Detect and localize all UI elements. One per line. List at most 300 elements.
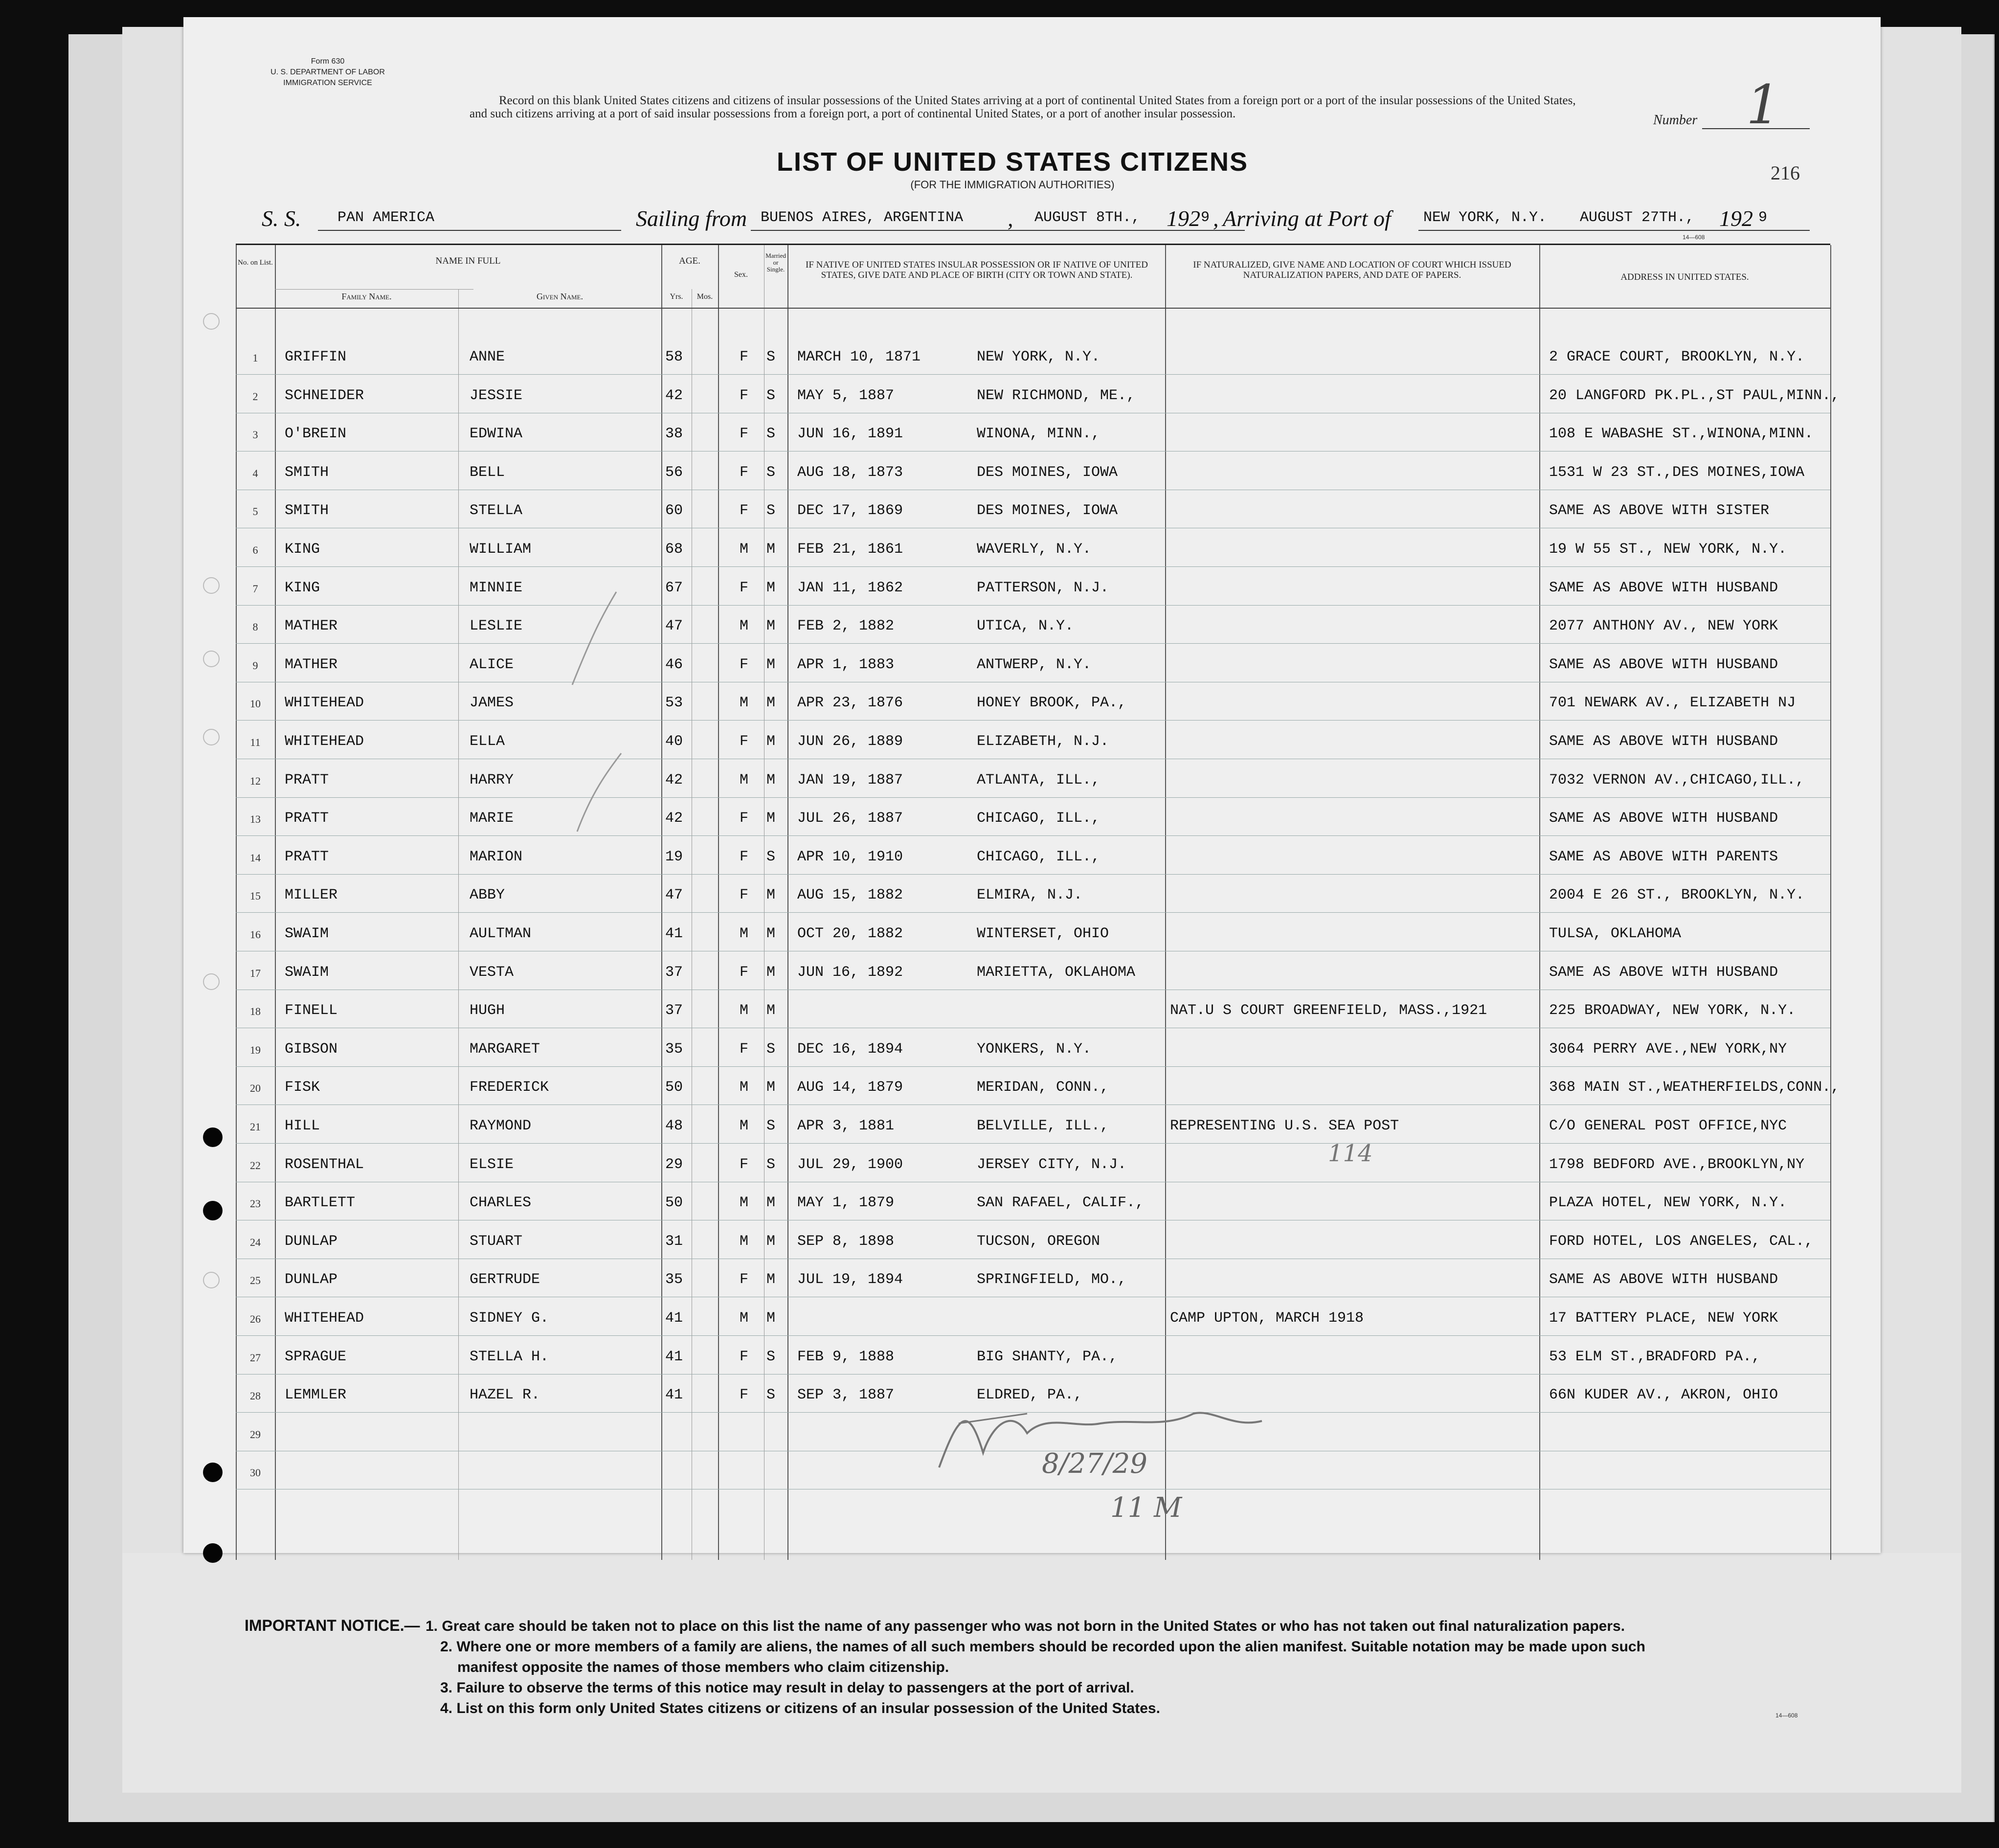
cell-no: 8 bbox=[252, 621, 258, 633]
cell-date: JUL 19, 1894 bbox=[797, 1271, 903, 1288]
cell-place: BELVILLE, ILL., bbox=[977, 1118, 1109, 1134]
cell-address: SAME AS ABOVE WITH HUSBAND bbox=[1549, 964, 1778, 981]
cell-no: 12 bbox=[250, 774, 261, 787]
cell-place: ELIZABETH, N.J. bbox=[977, 733, 1109, 750]
cell-ms: S bbox=[766, 1348, 776, 1365]
cell-age: 29 bbox=[665, 1156, 683, 1173]
page-subtitle: (FOR THE IMMIGRATION AUTHORITIES) bbox=[910, 179, 1115, 191]
cell-given: HARRY bbox=[470, 771, 514, 789]
cell-sex: F bbox=[740, 1040, 749, 1058]
cell-age: 41 bbox=[665, 925, 683, 942]
cell-place: YONKERS, N.Y. bbox=[977, 1040, 1092, 1058]
cell-no: 27 bbox=[250, 1351, 261, 1364]
cell-given: HUGH bbox=[470, 1002, 505, 1019]
year-digit-2: 9 bbox=[1758, 209, 1768, 226]
notice-item-1: 1. Great care should be taken not to place on this list the name of any passenger who was not born in the United States or who has not taken out final naturalization papers. bbox=[426, 1618, 1625, 1634]
cell-date: JAN 19, 1887 bbox=[797, 771, 903, 789]
cell-address: 66N KUDER AV., AKRON, OHIO bbox=[1549, 1387, 1778, 1404]
cell-family: MILLER bbox=[285, 887, 338, 904]
punch-hole-outline bbox=[203, 1272, 220, 1288]
arrive-date: AUGUST 27TH., bbox=[1580, 209, 1695, 226]
cell-given: MINNIE bbox=[470, 579, 523, 596]
row-rule bbox=[236, 1143, 1830, 1144]
cell-age: 53 bbox=[665, 695, 683, 712]
cell-date: MARCH 10, 1871 bbox=[797, 349, 921, 365]
notice-item-2-cont: manifest opposite the names of those members who claim citizenship. bbox=[457, 1659, 949, 1675]
cell-family: WHITEHEAD bbox=[285, 1310, 364, 1327]
header-sex: Sex. bbox=[734, 270, 748, 279]
cell-age: 46 bbox=[665, 656, 683, 673]
cell-family: ROSENTHAL bbox=[285, 1156, 364, 1173]
year-prefix-2: 192 bbox=[1719, 206, 1753, 231]
sailing-label: Sailing from bbox=[636, 206, 747, 231]
arriving-label: Arriving at Port of bbox=[1223, 206, 1391, 231]
cell-given: ELSIE bbox=[470, 1156, 514, 1173]
cell-given: STUART bbox=[470, 1233, 523, 1250]
cell-no: 3 bbox=[252, 428, 258, 441]
cell-given: ALICE bbox=[470, 656, 514, 673]
cell-age: 50 bbox=[665, 1194, 683, 1212]
cell-age: 38 bbox=[665, 426, 683, 443]
cell-place: PATTERSON, N.J. bbox=[977, 579, 1109, 596]
cell-address: 701 NEWARK AV., ELIZABETH NJ bbox=[1549, 695, 1796, 712]
cell-family: WHITEHEAD bbox=[285, 733, 364, 750]
punch-hole bbox=[203, 1543, 223, 1563]
cell-age: 37 bbox=[665, 964, 683, 981]
cell-given: STELLA H. bbox=[470, 1348, 549, 1365]
cell-family: O'BREIN bbox=[285, 426, 347, 443]
cell-no: 28 bbox=[250, 1390, 261, 1402]
cell-age: 50 bbox=[665, 1079, 683, 1096]
notice-heading: IMPORTANT NOTICE.— bbox=[245, 1617, 420, 1634]
cell-no: 11 bbox=[250, 736, 261, 748]
cell-date: SEP 8, 1898 bbox=[797, 1233, 895, 1250]
cell-nat: REPRESENTING U.S. SEA POST bbox=[1170, 1118, 1399, 1134]
cell-address: 108 E WABASHE ST.,WINONA,MINN. bbox=[1549, 426, 1814, 443]
cell-no: 6 bbox=[252, 544, 258, 556]
cell-sex: F bbox=[740, 387, 749, 404]
cell-family: MATHER bbox=[285, 618, 338, 635]
cell-address: C/O GENERAL POST OFFICE,NYC bbox=[1549, 1118, 1787, 1134]
cell-sex: M bbox=[740, 771, 749, 789]
cell-no: 9 bbox=[252, 659, 258, 672]
cell-ms: M bbox=[766, 771, 776, 789]
service: IMMIGRATION SERVICE bbox=[283, 79, 372, 87]
cell-family: GRIFFIN bbox=[285, 349, 347, 365]
cell-given: ABBY bbox=[470, 887, 505, 904]
cell-sex: F bbox=[740, 426, 749, 443]
cell-family: SWAIM bbox=[285, 925, 329, 942]
cell-age: 48 bbox=[665, 1118, 683, 1134]
cell-place: ELMIRA, N.J. bbox=[977, 887, 1083, 904]
cell-no: 21 bbox=[250, 1121, 261, 1133]
cell-place: MERIDAN, CONN., bbox=[977, 1079, 1109, 1096]
row-rule bbox=[236, 720, 1830, 721]
cell-address: 2004 E 26 ST., BROOKLYN, N.Y. bbox=[1549, 887, 1805, 904]
cell-no: 15 bbox=[250, 890, 261, 902]
cell-family: PRATT bbox=[285, 771, 329, 789]
cell-sex: F bbox=[740, 1387, 749, 1404]
ss-label: S. S. bbox=[262, 206, 301, 231]
signature-time: 11 M bbox=[1110, 1492, 1182, 1524]
cell-given: AULTMAN bbox=[470, 925, 532, 942]
cell-given: ELLA bbox=[470, 733, 505, 750]
row22-annotation: 114 bbox=[1328, 1140, 1373, 1167]
cell-place: MARIETTA, OKLAHOMA bbox=[977, 964, 1136, 981]
cell-date: FEB 2, 1882 bbox=[797, 618, 895, 635]
cell-no: 5 bbox=[252, 505, 258, 518]
cell-place: ELDRED, PA., bbox=[977, 1387, 1083, 1404]
cell-age: 19 bbox=[665, 848, 683, 865]
cell-sex: M bbox=[740, 618, 749, 635]
ship-name: PAN AMERICA bbox=[337, 209, 435, 226]
cell-age: 42 bbox=[665, 771, 683, 789]
punch-hole-outline bbox=[203, 973, 220, 990]
punch-hole-outline bbox=[203, 577, 220, 594]
header-married-single: Married or Single. bbox=[765, 252, 786, 273]
cell-age: 42 bbox=[665, 387, 683, 404]
cell-age: 41 bbox=[665, 1387, 683, 1404]
cell-age: 31 bbox=[665, 1233, 683, 1250]
cell-no: 7 bbox=[252, 582, 258, 595]
row-rule bbox=[236, 566, 1830, 567]
cell-ms: S bbox=[766, 464, 776, 481]
cell-ms: M bbox=[766, 695, 776, 712]
cell-place: SAN RAFAEL, CALIF., bbox=[977, 1194, 1145, 1212]
cell-given: JESSIE bbox=[470, 387, 523, 404]
cell-place: WINONA, MINN., bbox=[977, 426, 1101, 443]
row-rule bbox=[236, 874, 1830, 875]
cell-family: HILL bbox=[285, 1118, 320, 1134]
comma: , bbox=[1213, 206, 1219, 231]
header-mos: Mos. bbox=[696, 293, 713, 301]
cell-family: DUNLAP bbox=[285, 1271, 338, 1288]
cell-age: 67 bbox=[665, 579, 683, 596]
cell-no: 10 bbox=[250, 698, 261, 710]
cell-address: SAME AS ABOVE WITH HUSBAND bbox=[1549, 1271, 1778, 1288]
cell-no: 4 bbox=[252, 467, 258, 479]
cell-place: NEW YORK, N.Y. bbox=[977, 349, 1101, 365]
cell-address: 1798 BEDFORD AVE.,BROOKLYN,NY bbox=[1549, 1156, 1805, 1173]
cell-sex: F bbox=[740, 887, 749, 904]
arrival-port: NEW YORK, N.Y. bbox=[1423, 209, 1547, 226]
cell-no: 2 bbox=[252, 390, 258, 403]
cell-place: TUCSON, OREGON bbox=[977, 1233, 1101, 1250]
cell-address: 20 LANGFORD PK.PL.,ST PAUL,MINN., bbox=[1549, 387, 1840, 404]
cell-ms: M bbox=[766, 579, 776, 596]
sailing-from: BUENOS AIRES, ARGENTINA bbox=[761, 209, 964, 226]
cell-no: 16 bbox=[250, 928, 261, 941]
cell-ms: S bbox=[766, 387, 776, 404]
cell-age: 47 bbox=[665, 618, 683, 635]
header-address: ADDRESS IN UNITED STATES. bbox=[1620, 272, 1749, 282]
cell-place: WINTERSET, OHIO bbox=[977, 925, 1109, 942]
cell-date: AUG 18, 1873 bbox=[797, 464, 903, 481]
page-stamp: 216 bbox=[1771, 162, 1800, 184]
row-rule bbox=[236, 912, 1830, 913]
cell-date: JUN 16, 1891 bbox=[797, 426, 903, 443]
row-rule bbox=[236, 605, 1830, 606]
cell-given: MARGARET bbox=[470, 1040, 540, 1058]
cell-nat: CAMP UPTON, MARCH 1918 bbox=[1170, 1310, 1364, 1327]
cell-date: APR 3, 1881 bbox=[797, 1118, 895, 1134]
cell-given: LESLIE bbox=[470, 618, 523, 635]
cell-place: UTICA, N.Y. bbox=[977, 618, 1074, 635]
cell-ms: S bbox=[766, 848, 776, 865]
cell-place: SPRINGFIELD, MO., bbox=[977, 1271, 1127, 1288]
cell-given: GERTRUDE bbox=[470, 1271, 540, 1288]
row-rule bbox=[236, 643, 1830, 644]
cell-given: EDWINA bbox=[470, 426, 523, 443]
header-no-on-list: No. on List. bbox=[238, 259, 273, 267]
cell-sex: F bbox=[740, 810, 749, 827]
cell-given: RAYMOND bbox=[470, 1118, 532, 1134]
cell-no: 18 bbox=[250, 1005, 261, 1018]
cell-ms: M bbox=[766, 1079, 776, 1096]
cell-family: GIBSON bbox=[285, 1040, 338, 1058]
year-digit-1: 9 bbox=[1201, 209, 1210, 226]
cell-date: DEC 16, 1894 bbox=[797, 1040, 903, 1058]
cell-date: JAN 11, 1862 bbox=[797, 579, 903, 596]
cell-ms: M bbox=[766, 618, 776, 635]
cell-ms: M bbox=[766, 925, 776, 942]
cell-family: WHITEHEAD bbox=[285, 695, 364, 712]
cell-ms: S bbox=[766, 426, 776, 443]
cell-age: 56 bbox=[665, 464, 683, 481]
cell-age: 68 bbox=[665, 541, 683, 558]
cell-address: 7032 VERNON AV.,CHICAGO,ILL., bbox=[1549, 771, 1805, 789]
cell-no: 17 bbox=[250, 967, 261, 979]
cell-address: 53 ELM ST.,BRADFORD PA., bbox=[1549, 1348, 1761, 1365]
cell-date: JUN 16, 1892 bbox=[797, 964, 903, 981]
cell-sex: F bbox=[740, 579, 749, 596]
cell-sex: F bbox=[740, 1348, 749, 1365]
row-rule bbox=[236, 1335, 1830, 1336]
cell-given: MARION bbox=[470, 848, 523, 865]
cell-place: NEW RICHMOND, ME., bbox=[977, 387, 1136, 404]
cell-family: FISK bbox=[285, 1079, 320, 1096]
cell-address: FORD HOTEL, LOS ANGELES, CAL., bbox=[1549, 1233, 1814, 1250]
cell-age: 42 bbox=[665, 810, 683, 827]
row-rule bbox=[236, 835, 1830, 836]
cell-family: SMITH bbox=[285, 502, 329, 519]
cell-age: 41 bbox=[665, 1348, 683, 1365]
cell-no: 30 bbox=[250, 1466, 261, 1479]
cell-address: PLAZA HOTEL, NEW YORK, N.Y. bbox=[1549, 1194, 1787, 1212]
cell-place: DES MOINES, IOWA bbox=[977, 464, 1118, 481]
punch-hole-outline bbox=[203, 729, 220, 745]
notice-item-2: 2. Where one or more members of a family are aliens, the names of all such members should be recorded upon the alien manifest. Suitable notation may be made upon such bbox=[440, 1639, 1645, 1655]
cell-date: SEP 3, 1887 bbox=[797, 1387, 895, 1404]
cell-given: HAZEL R. bbox=[470, 1387, 540, 1404]
cell-date: MAY 1, 1879 bbox=[797, 1194, 895, 1212]
cell-given: JAMES bbox=[470, 695, 514, 712]
cell-given: SIDNEY G. bbox=[470, 1310, 549, 1327]
cell-given: FREDERICK bbox=[470, 1079, 549, 1096]
cell-sex: M bbox=[740, 695, 749, 712]
punch-hole-outline bbox=[203, 651, 220, 667]
cell-sex: M bbox=[740, 541, 749, 558]
cell-place: DES MOINES, IOWA bbox=[977, 502, 1118, 519]
cell-date: OCT 20, 1882 bbox=[797, 925, 903, 942]
cell-sex: M bbox=[740, 1002, 749, 1019]
cell-given: MARIE bbox=[470, 810, 514, 827]
header-age: AGE. bbox=[679, 256, 700, 266]
cell-family: PRATT bbox=[285, 810, 329, 827]
cell-family: KING bbox=[285, 541, 320, 558]
number-label: Number bbox=[1653, 113, 1698, 128]
form-identifier bbox=[245, 56, 411, 89]
cell-address: 2077 ANTHONY AV., NEW YORK bbox=[1549, 618, 1778, 635]
cell-ms: M bbox=[766, 1194, 776, 1212]
cell-no: 24 bbox=[250, 1236, 261, 1248]
cell-sex: M bbox=[740, 1118, 749, 1134]
cell-sex: F bbox=[740, 1271, 749, 1288]
cell-address: SAME AS ABOVE WITH HUSBAND bbox=[1549, 733, 1778, 750]
cell-date: JUL 29, 1900 bbox=[797, 1156, 903, 1173]
cell-sex: M bbox=[740, 925, 749, 942]
cell-family: SMITH bbox=[285, 464, 329, 481]
cell-no: 14 bbox=[250, 851, 261, 864]
signature-date: 8/27/29 bbox=[1042, 1448, 1147, 1480]
cell-age: 47 bbox=[665, 887, 683, 904]
cell-date: FEB 21, 1861 bbox=[797, 541, 903, 558]
cell-ms: M bbox=[766, 733, 776, 750]
cell-place: BIG SHANTY, PA., bbox=[977, 1348, 1118, 1365]
cell-family: LEMMLER bbox=[285, 1387, 347, 1404]
printer-code: 14—608 bbox=[1683, 234, 1705, 241]
inspector-signature bbox=[929, 1394, 1281, 1482]
cell-family: FINELL bbox=[285, 1002, 338, 1019]
cell-address: 19 W 55 ST., NEW YORK, N.Y. bbox=[1549, 541, 1787, 558]
cell-family: MATHER bbox=[285, 656, 338, 673]
cell-sex: F bbox=[740, 656, 749, 673]
cell-ms: S bbox=[766, 502, 776, 519]
notice-item-3: 3. Failure to observe the terms of this notice may result in delay to passengers at the port of arrival. bbox=[440, 1680, 1134, 1696]
cell-age: 35 bbox=[665, 1040, 683, 1058]
year-prefix-1: 192 bbox=[1167, 206, 1200, 231]
header-yrs: Yrs. bbox=[670, 293, 683, 301]
cell-ms: M bbox=[766, 1233, 776, 1250]
notice-item-4: 4. List on this form only United States citizens or citizens of an insular possession of the United States. bbox=[440, 1700, 1160, 1716]
cell-date: APR 1, 1883 bbox=[797, 656, 895, 673]
cell-address: 3064 PERRY AVE.,NEW YORK,NY bbox=[1549, 1040, 1787, 1058]
cell-ms: M bbox=[766, 1310, 776, 1327]
cell-nat: NAT.U S COURT GREENFIELD, MASS.,1921 bbox=[1170, 1002, 1487, 1019]
cell-no: 25 bbox=[250, 1274, 261, 1287]
cell-sex: M bbox=[740, 1079, 749, 1096]
punch-hole bbox=[203, 1127, 223, 1147]
cell-address: 1531 W 23 ST.,DES MOINES,IOWA bbox=[1549, 464, 1805, 481]
header-birth: IF NATIVE OF UNITED STATES INSULAR POSSESSION OR IF NATIVE OF UNITED STATES, GIVE DATE AND PLACE OF BIRTH (CITY OR TOWN AND STATE). bbox=[806, 260, 1148, 280]
cell-place: ATLANTA, ILL., bbox=[977, 771, 1101, 789]
cell-address: SAME AS ABOVE WITH HUSBAND bbox=[1549, 656, 1778, 673]
cell-family: DUNLAP bbox=[285, 1233, 338, 1250]
cell-age: 60 bbox=[665, 502, 683, 519]
row-rule bbox=[236, 374, 1830, 375]
cell-no: 1 bbox=[252, 352, 258, 364]
cell-date: APR 23, 1876 bbox=[797, 695, 903, 712]
ship-line bbox=[318, 230, 621, 231]
row-rule bbox=[236, 1104, 1830, 1105]
cell-family: SCHNEIDER bbox=[285, 387, 364, 404]
cell-ms: M bbox=[766, 656, 776, 673]
cell-date: MAY 5, 1887 bbox=[797, 387, 895, 404]
cell-family: SWAIM bbox=[285, 964, 329, 981]
department: U. S. DEPARTMENT OF LABOR bbox=[270, 68, 385, 76]
cell-address: 225 BROADWAY, NEW YORK, N.Y. bbox=[1549, 1002, 1796, 1019]
cell-date: JUN 26, 1889 bbox=[797, 733, 903, 750]
punch-hole bbox=[203, 1201, 223, 1220]
cell-place: ANTWERP, N.Y. bbox=[977, 656, 1092, 673]
cell-address: SAME AS ABOVE WITH PARENTS bbox=[1549, 848, 1778, 865]
row-rule bbox=[236, 1066, 1830, 1067]
punch-hole-outline bbox=[203, 313, 220, 330]
cell-date: JUL 26, 1887 bbox=[797, 810, 903, 827]
cell-date: FEB 9, 1888 bbox=[797, 1348, 895, 1365]
passenger-table bbox=[236, 244, 1840, 1560]
lower-page bbox=[122, 1553, 1961, 1793]
cell-sex: M bbox=[740, 1310, 749, 1327]
cell-sex: F bbox=[740, 349, 749, 365]
cell-family: KING bbox=[285, 579, 320, 596]
margin-check-marks bbox=[562, 577, 641, 895]
cell-no: 19 bbox=[250, 1043, 261, 1056]
header-family-name: Family Name. bbox=[341, 292, 392, 301]
cell-given: STELLA bbox=[470, 502, 523, 519]
header-given-name: Given Name. bbox=[537, 292, 583, 301]
cell-address: 2 GRACE COURT, BROOKLYN, N.Y. bbox=[1549, 349, 1805, 365]
cell-no: 20 bbox=[250, 1082, 261, 1095]
header-naturalized: IF NATURALIZED, GIVE NAME AND LOCATION OF COURT WHICH ISSUED NATURALIZATION PAPERS, AND DATE OF PAPERS. bbox=[1193, 260, 1511, 280]
cell-sex: F bbox=[740, 848, 749, 865]
cell-ms: M bbox=[766, 810, 776, 827]
page-title: LIST OF UNITED STATES CITIZENS bbox=[777, 147, 1248, 177]
cell-ms: M bbox=[766, 1002, 776, 1019]
comma: , bbox=[1008, 206, 1013, 231]
cell-date: AUG 14, 1879 bbox=[797, 1079, 903, 1096]
row-rule bbox=[236, 797, 1830, 798]
cell-sex: F bbox=[740, 964, 749, 981]
form-number: Form 630 bbox=[311, 57, 345, 66]
cell-age: 37 bbox=[665, 1002, 683, 1019]
cell-ms: S bbox=[766, 349, 776, 365]
cell-ms: M bbox=[766, 964, 776, 981]
list-number: 1 bbox=[1746, 73, 1780, 136]
cell-age: 35 bbox=[665, 1271, 683, 1288]
row-rule bbox=[236, 1374, 1830, 1375]
cell-family: SPRAGUE bbox=[285, 1348, 347, 1365]
cell-sex: F bbox=[740, 1156, 749, 1173]
cell-age: 40 bbox=[665, 733, 683, 750]
cell-ms: M bbox=[766, 887, 776, 904]
cell-address: SAME AS ABOVE WITH SISTER bbox=[1549, 502, 1770, 519]
cell-no: 29 bbox=[250, 1428, 261, 1441]
cell-sex: M bbox=[740, 1194, 749, 1212]
cell-address: SAME AS ABOVE WITH HUSBAND bbox=[1549, 810, 1778, 827]
cell-ms: S bbox=[766, 1040, 776, 1058]
cell-no: 22 bbox=[250, 1159, 261, 1172]
cell-sex: F bbox=[740, 733, 749, 750]
footer-code: 14—608 bbox=[1775, 1712, 1798, 1719]
cell-address: TULSA, OKLAHOMA bbox=[1549, 925, 1682, 942]
cell-given: BELL bbox=[470, 464, 505, 481]
cell-sex: M bbox=[740, 1233, 749, 1250]
cell-address: 17 BATTERY PLACE, NEW YORK bbox=[1549, 1310, 1778, 1327]
cell-ms: S bbox=[766, 1387, 776, 1404]
cell-address: SAME AS ABOVE WITH HUSBAND bbox=[1549, 579, 1778, 596]
cell-date: APR 10, 1910 bbox=[797, 848, 903, 865]
